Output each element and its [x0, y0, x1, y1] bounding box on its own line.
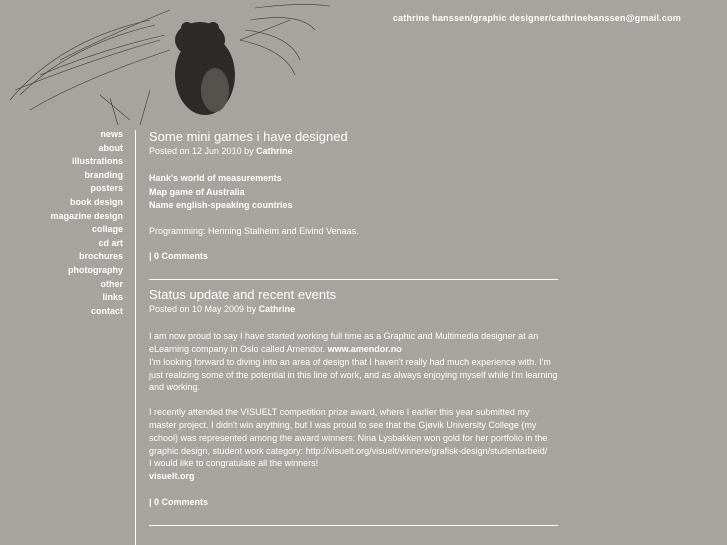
cicada-illustration	[0, 0, 330, 130]
post-author[interactable]: Cathrine	[256, 146, 293, 156]
game-links	[149, 172, 558, 213]
nav-item-collage[interactable]: collage	[91, 224, 123, 235]
post-author[interactable]: Cathrine	[258, 304, 296, 315]
nav-item-magazine-design[interactable]: magazine design	[50, 210, 123, 221]
post-body-1	[149, 330, 558, 394]
game-link[interactable]: Map game of Australia	[149, 186, 245, 197]
post-body-2	[149, 406, 558, 483]
comments-link[interactable]: | 0 Comments	[149, 497, 209, 508]
nav-item-about[interactable]: about	[98, 142, 123, 153]
post-title[interactable]: Status update and recent events	[149, 287, 337, 303]
nav-item-brochures[interactable]: brochures	[78, 251, 123, 262]
body-text: I would like to congratulate all the winners!	[149, 458, 319, 469]
post-title[interactable]: Some mini games i have designed	[149, 129, 348, 144]
post-meta	[149, 145, 558, 158]
main-nav	[0, 128, 123, 318]
body-text: I am now proud to say I have started working full time as a Graphic and Multimedia designer at an eLearning company in Oslo called Amendor.	[149, 331, 539, 355]
nav-item-cd-art[interactable]: cd art	[98, 237, 123, 248]
game-link[interactable]: Name english-speaking countries	[149, 200, 293, 210]
post-separator	[149, 279, 558, 280]
nav-item-branding[interactable]: branding	[84, 169, 123, 180]
body-text: I'm looking forward to diving into an area of design that I haven't really had much experience with. I'm just realizing some of the potential in this line of work, and as always enjoying myself while I'm learning and working.	[149, 356, 558, 393]
post-separator	[149, 525, 558, 526]
post	[149, 128, 558, 261]
contact-line: cathrine hanssen/graphic designer/cathrinehanssen@gmail.com	[392, 13, 681, 23]
post-meta	[149, 303, 558, 316]
nav-item-posters[interactable]: posters	[90, 183, 123, 194]
nav-item-links[interactable]: links	[102, 292, 123, 303]
divider	[135, 130, 136, 545]
main-content	[149, 128, 558, 532]
programming-credit: Programming: Henning Stalheim and Eivind Venaas.	[149, 225, 359, 236]
posted-on: Posted on 12 Jun 2010 by	[149, 146, 254, 156]
body-text: I recently attended the VISUELT competition prize award, where I earlier this year submitted my master project. I didn't win anything, but I was proud to see that the Gjøvik University College (my school) was represented among the award winners: Nina Lysbakken won gold for her portfolio in the graphic design, student work category: http://visuelt.org/visuelt/vinnere/grafisk-design/studentarbeid/	[149, 407, 548, 456]
amendor-link[interactable]: www.amendor.no	[327, 344, 402, 355]
nav-item-contact[interactable]: contact	[90, 305, 123, 316]
nav-item-other[interactable]: other	[100, 278, 123, 289]
nav-item-book-design[interactable]: book design	[69, 196, 123, 207]
posted-on: Posted on 10 May 2009 by	[149, 304, 257, 315]
nav-item-illustrations[interactable]: illustrations	[71, 156, 123, 167]
visuelt-link[interactable]: visuelt.org	[149, 471, 195, 482]
game-link[interactable]: Hank's world of measurements	[149, 173, 282, 183]
nav-item-photography[interactable]: photography	[68, 264, 123, 275]
comments-link[interactable]: | 0 Comments	[149, 251, 209, 262]
nav-item-news[interactable]: news	[100, 129, 123, 139]
post	[149, 286, 558, 507]
